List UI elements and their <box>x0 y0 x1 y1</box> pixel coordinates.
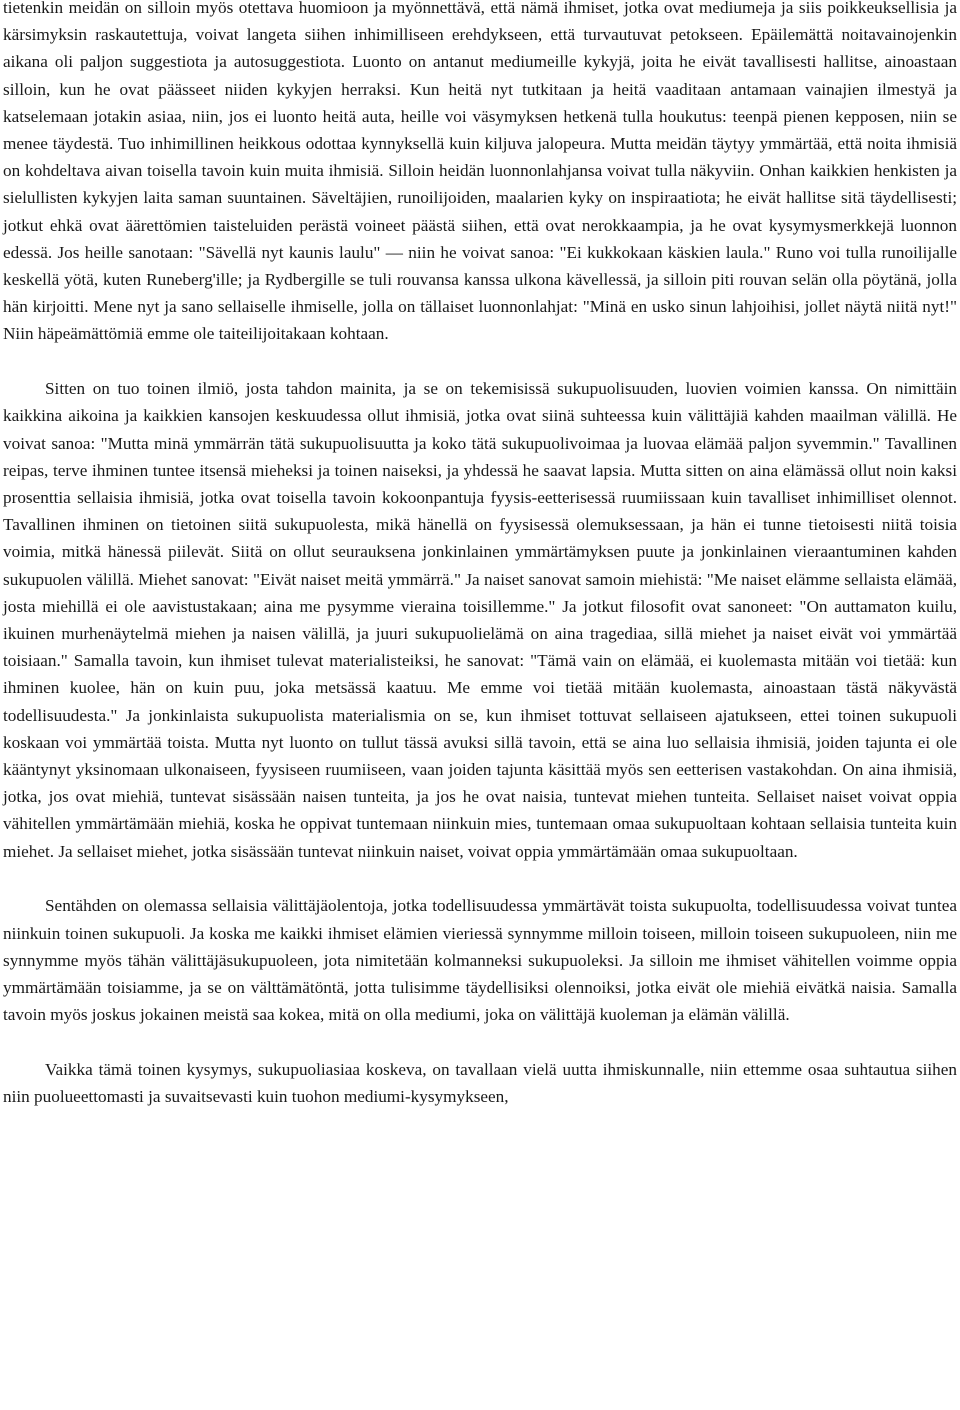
paragraph-gap <box>3 348 957 376</box>
paragraph-4: Vaikka tämä toinen kysymys, sukupuoliasiaa koskeva, on tavallaan vielä uutta ihmiskunnalle, niin ettemme osaa suhtautua siihen niin puolueettomasti ja suvaitsevasti kuin tuohon mediumi-kysymykseen, <box>3 1059 957 1107</box>
paragraph-gap <box>3 1028 957 1056</box>
paragraph-3: Sentähden on olemassa sellaisia välittäjäolentoja, jotka todellisuudessa ymmärtävät toista sukupuolta, todellisuudessa voivat tuntea niinkuin toinen sukupuoli. Ja koska me kaikki ihmiset elämien vieriessä synnymme milloin toiseen, milloin toiseen sukupuoleen, niin me synnymme myös tähän välittäjäsukupuoleen, jota nimitetään kolmanneksi sukupuoleksi. Ja silloin me ihmiset vähitellen voimme oppia ymmärtämään toisiamme, ja se on välttämätöntä, jotta tulisimme täydellisiksi olennoiksi, jotka eivät ole miehiä eivätkä naisia. Samalla tavoin myös joskus jokainen meistä saa kokea, mitä on olla mediumi, joka on välittäjä kuoleman ja elämän välillä. <box>3 896 957 1025</box>
document-page <box>3 0 957 1110</box>
paragraph-2: Sitten on tuo toinen ilmiö, josta tahdon mainita, ja se on tekemisissä sukupuolisuuden, luovien voimien kanssa. On nimittäin kaikkina aikoina ja kaikkien kansojen keskuudessa ollut ihmisiä, jotka ovat siinä suhteessa kuin välittäjiä kahden maailman välillä. He voivat sanoa: "Mutta minä ymmärrän tätä sukupuolisuutta ja koko tätä sukupuolivoimaa ja luovaa elämää paljon syvemmin." Tavallinen reipas, terve ihminen tuntee itsensä mieheksi ja toinen naiseksi, ja yhdessä he saavat lapsia. Mutta sitten on aina elämässä ollut noin kaksi prosenttia sellaisia ihmisiä, jotka ovat toisella tavoin kokoonpantuja fyysis-eetterisessä ruumiissaan kuin tavalliset inhimilliset olennot. Tavallinen ihminen on tietoinen siitä sukupuolesta, mikä hänellä on fyysisessä olemuksessaan, ja hän ei tunne tietoisesti niitä toisia voimia, mitkä hänessä piilevät. Siitä on ollut seurauksena jonkinlainen ymmärtämyksen puute ja jonkinlainen vieraantuminen kahden sukupuolen välillä. Miehet sanovat: "Eivät naiset meitä ymmärrä." Ja naiset sanovat samoin miehistä: "Me naiset elämme sellaista elämää, josta miehillä ei ole aavistustakaan; aina me pysymme vieraina toisillemme." Ja jotkut filosofit ovat sanoneet: "On auttamaton kuilu, ikuinen murhenäytelmä miehen ja naisen välillä, ja juuri sukupuolielämä on aina tragediaa, sillä miehet ja naiset eivät voi ymmärtää toisiaan." Samalla tavoin, kun ihmiset tulevat materialisteiksi, he sanovat: "Tämä vain on elämää, ei kuolemasta mitään voi tietää: kun ihminen kuolee, hän on kuin puu, joka metsässä kaatuu. Me emme voi tietää mitään kuolemasta, ainoastaan tästä näkyvästä todellisuudesta." Ja jonkinlaista sukupuolista materialismia on se, kun ihmiset tottuvat sellaiseen ajatukseen, ettei toinen sukupuoli koskaan voi ymmärtää toista. Mutta nyt luonto on tullut tässä avuksi sillä tavoin, että se aina luo sellaisia ihmisiä, joiden tajunta ei ole kääntynyt yksinomaan ulkonaiseen, fyysiseen ruumiiseen, vaan joiden tajunta käsittää myös sen eetterisen vastakohdan. On aina ihmisiä, jotka, jos ovat miehiä, tuntevat sisässään naisen tunteita, ja jos he ovat naisia, tuntevat miehen tunteita. Sellaiset naiset voivat oppia vähitellen ymmärtämään miehiä, koska he oppivat tuntemaan niinkuin mies, tuntemaan omaa sukupuoltaan kohtaan sellaisia tunteita kuin miehet. Ja sellaiset miehet, jotka sisässään tuntevat niinkuin naiset, voivat oppia ymmärtämään omaa sukupuoltaan. <box>3 379 957 861</box>
paragraph-1: tietenkin meidän on silloin myös otettava huomioon ja myönnettävä, että nämä ihmiset, jotka ovat mediumeja ja siis poikkeuksellisia ja kärsimyksin raskautettuja, voivat langeta siihen inhimilliseen erehdykseen, että turvautuvat petokseen. Epäilemättä noitavainojenkin aikana oli paljon suggestiota ja autosuggestiota. Luonto on antanut mediumeille kykyjä, joita he eivät tavallisesti hallitse, ainoastaan silloin, kun he ovat päässeet niiden kykyjen herraksi. Kun heitä nyt tutkitaan ja heitä vaaditaan antamaan vainajien ilmestyä ja katselemaan jotakin asiaa, niin, jos ei luonto heitä auta, heille voi väsymyksen hetkenä tulla houkutus: teenpä pienen kepposen, niin se menee täydestä. Tuo inhimillinen heikkous odottaa kynnyksellä kuin kiljuva jalopeura. Mutta meidän täytyy ymmärtää, että noita ihmisiä on kohdeltava aivan toisella tavoin kuin muita ihmisiä. Silloin heidän luonnonlahjansa voivat tulla näkyviin. Onhan kaikkien henkisten ja sielullisten kykyjen laita saman suuntainen. Säveltäjien, runoilijoiden, maalarien kyky on inspiraatiota; he eivät hallitse sitä täydellisesti; jotkut ehkä ovat äärettömien taisteluiden perästä voineet päästä siihen, että ovat nerokkaampia, ja he ovat kysymysmerkkejä luonnon edessä. Jos heille sanotaan: "Sävellä nyt kaunis laulu" — niin he voivat sanoa: "Ei kukkokaan käskien laula." Runo voi tulla runoilijalle keskellä yötä, kuten Runeberg'ille; ja Rydbergille se tuli rouvansa kanssa ulkona kävellessä, ja silloin piti rouvan selän olla pöytänä, jolla hän kirjoitti. Mene nyt ja sano sellaiselle ihmiselle, jolla on tällaiset luonnonlahjat: "Minä en usko sinun lahjoihisi, jollet näytä niitä nyt!" Niin häpeämättömiä emme ole taiteilijoitakaan kohtaan. <box>3 0 957 344</box>
paragraph-gap <box>3 865 957 893</box>
